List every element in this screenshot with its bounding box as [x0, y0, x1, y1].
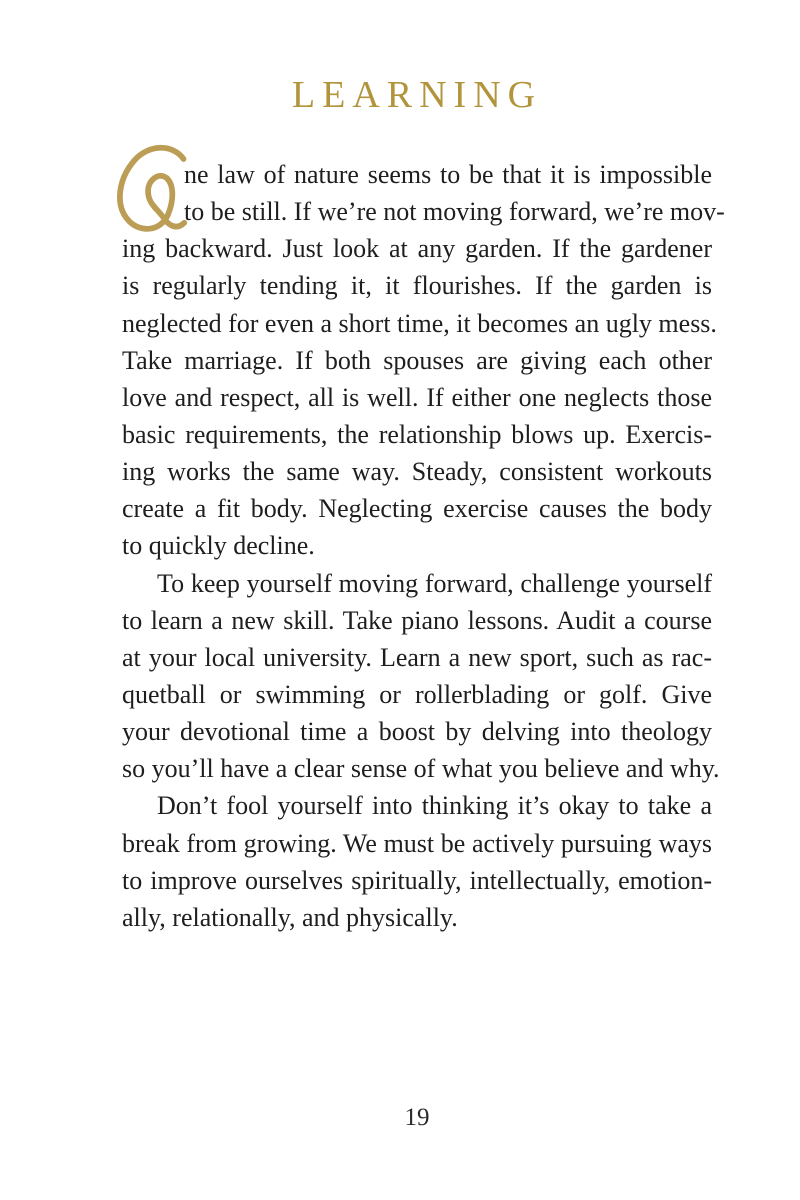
text-line: Take marriage. If both spouses are giving each other [122, 345, 712, 375]
text-line: at your local university. Learn a new sport, such as rac- [122, 642, 712, 672]
text-line: ing works the same way. Steady, consistent workouts [122, 457, 712, 487]
text-line: to improve ourselves spiritually, intellectually, emotion- [122, 865, 712, 895]
text-line: break from growing. We must be actively pursuing ways [122, 828, 712, 858]
text-line: create a fit body. Neglecting exercise causes the body [122, 494, 712, 524]
body-text [122, 156, 725, 936]
text-line: Don’t fool yourself into thinking it’s okay to take a [157, 791, 712, 821]
text-line: basic requirements, the relationship blows up. Exercis- [122, 419, 712, 449]
text-line: ne law of nature seems to be that it is impossible [184, 160, 712, 189]
paragraph [122, 787, 712, 936]
text-line: ing backward. Just look at any garden. If the gardener [122, 234, 712, 264]
text-line: To keep yourself moving forward, challenge yourself [157, 568, 712, 598]
text-line: ally, relationally, and physically. [122, 902, 458, 932]
text-line: to learn a new skill. Take piano lessons. Audit a course [122, 605, 712, 635]
text-line: so you’ll have a clear sense of what you believe and why. [122, 754, 720, 784]
text-line: neglected for even a short time, it becomes an ugly mess. [122, 308, 717, 338]
paragraph [122, 565, 720, 788]
text-line: is regularly tending it, it flourishes. If the garden is [122, 271, 712, 301]
text-line: to quickly decline. [122, 531, 315, 561]
chapter-title: LEARNING [291, 74, 543, 116]
text-line: to be still. If we’re not moving forward, we’re mov- [184, 197, 725, 227]
paragraph [122, 156, 725, 565]
text-line: your devotional time a boost by delving into theology [122, 717, 712, 747]
text-line: quetball or swimming or rollerblading or golf. Give [122, 679, 712, 709]
dropcap-letter-icon [122, 152, 184, 227]
text-line: love and respect, all is well. If either one neglects those [122, 382, 712, 412]
page-number: 19 [404, 1104, 430, 1131]
